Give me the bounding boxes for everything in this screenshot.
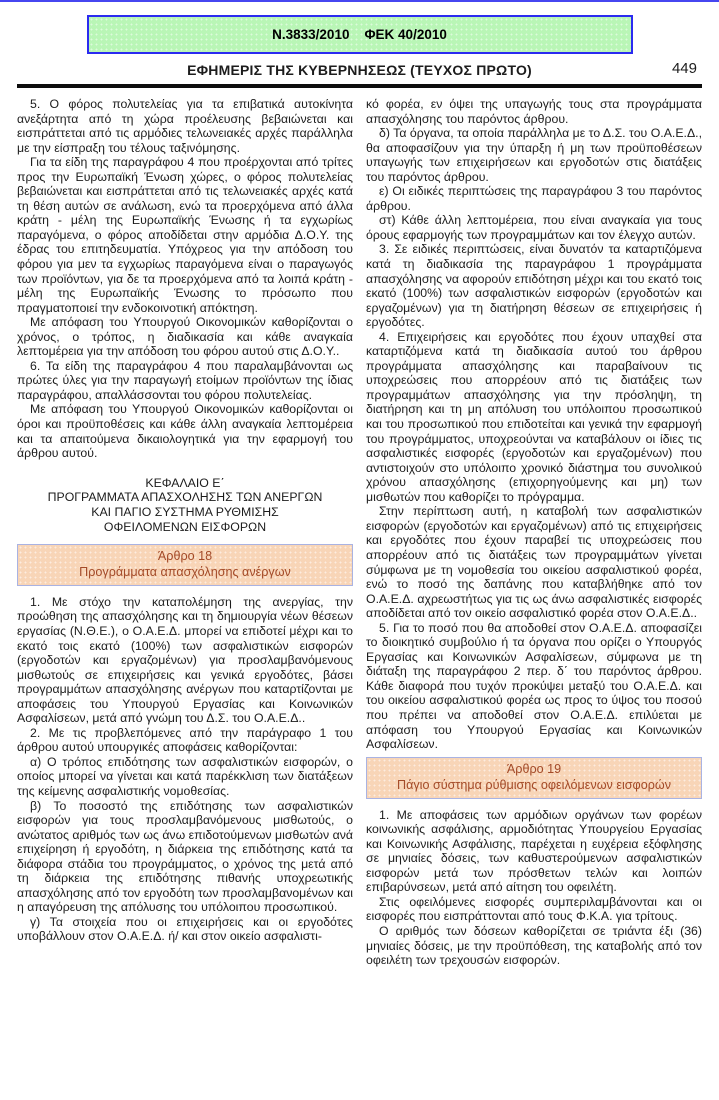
law-banner [87, 15, 633, 54]
left-column [17, 97, 353, 968]
article-18-subtitle: Προγράμματα απασχόλησης ανέργων [79, 564, 291, 579]
article-18-title: Άρθρο 18 [157, 548, 213, 563]
paragraph: β) Το ποσοστό της επιδότησης των ασφαλιστικών εισφορών για τους προσλαμβανόμενους μισθωτούς, ο ανώτατος αριθμός των ως άνω επιδοτούμενων μισθωτών ανά επιχείρηση ή εργοδότη, η διάρκεια της επιδότησης κατά τα διάφορα στάδια του προγράμματος, ο χρόνος της μετά από τη διάρκεια της επιδότησης πιθανής υποχρεωτικής απασχόλησης από τον εργοδότη των προσλαμβανομένων και η απαγόρευση της απόλυσης του υπόλοιπου προσωπικού. [17, 798, 353, 915]
paragraph: Στις οφειλόμενες εισφορές συμπεριλαμβάνονται και οι εισφορές που εισπράττονται από τους Φ.Κ.Α. για τρίτους. [366, 894, 702, 924]
article-18-heading [17, 544, 353, 586]
chapter-heading [23, 476, 347, 535]
page-header [0, 59, 719, 81]
paragraph: 2. Με τις προβλεπόμενες από την παράγραφο 1 του άρθρου αυτού υπουργικές αποφάσεις καθορίζονται: [17, 725, 353, 755]
paragraph: α) Ο τρόπος επιδότησης των ασφαλιστικών εισφορών, ο οποίος μπορεί να γίνεται και κατά παρέκκλιση των διατάξεων της κείμενης ασφαλιστικής νομοθεσίας. [17, 754, 353, 798]
paragraph: Στην περίπτωση αυτή, η καταβολή των ασφαλιστικών εισφορών (εργοδοτών και εργαζομένων) από τις επιχειρήσεις και εργοδότες που έχουν παραβεί τις υποχρεώσεις που απορρέουν από τις διατάξεις των προγραμμάτων γίνεται σύμφωνα με τη νομοθεσία του οικείου ασφαλιστικού φορέα, ενώ το ποσό της δαπάνης που καταβλήθηκε από τον Ο.Α.Ε.Δ. αχρεωστήτως για τις ως άνω ασφαλιστικές εισφορές αποδίδεται από τον οικείο ασφαλιστικό φορέα στον Ο.Α.Ε.Δ.. [366, 504, 702, 621]
right-column [366, 97, 702, 968]
article-19-title: Άρθρο 19 [506, 761, 562, 776]
chapter-line: ΟΦΕΙΛΟΜΕΝΩΝ ΕΙΣΦΟΡΩΝ [103, 520, 267, 535]
chapter-line: ΠΡΟΓΡΑΜΜΑΤΑ ΑΠΑΣΧΟΛΗΣΗΣ ΤΩΝ ΑΝΕΡΓΩΝ [47, 490, 323, 505]
gazette-number: ΦΕΚ 40/2010 [364, 27, 447, 42]
paragraph: 1. Με στόχο την καταπολέμηση της ανεργίας, την προώθηση της απασχόλησης και τη δημιουργία νέων θέσεων εργασίας (Ν.Θ.Ε.), ο Ο.Α.Ε.Δ. μπορεί να επιδοτεί μέχρι και το εκατό τοις εκατό (100%) των ασφαλιστικών εισφορών (εργοδοτών και εργαζομένων) για προσλαμβανόμενους μισθωτούς σε επιχειρήσεις και γενικά εργοδότες, βάσει προγραμμάτων απασχόλησης ανέργων που καταρτίζονται με αποφάσεις του Υπουργού Εργασίας και Κοινωνικών Ασφαλίσεων, μετά από γνώμη του Δ.Σ. του Ο.Α.Ε.Δ.. [17, 594, 353, 726]
article-19-subtitle: Πάγιο σύστημα ρύθμισης οφειλόμενων εισφορών [396, 777, 671, 792]
law-number: Ν.3833/2010 [272, 27, 350, 42]
paragraph: Με απόφαση του Υπουργού Οικονομικών καθορίζονται οι όροι και προϋποθέσεις και κάθε άλλη αναγκαία λεπτομέρεια και τα απαιτούμενα δικαιολογητικά για την εφαρμογή του άρθρου αυτού. [17, 402, 353, 461]
paragraph: Για τα είδη της παραγράφου 4 που προέρχονται από τρίτες προς την Ευρωπαϊκή Ένωση χώρες, ο φόρος πολυτελείας βεβαιώνεται και εισπράττεται από τις τελωνειακές αρχές κατά τη θέση αυτών σε ανάλωση, ενώ τα προερχόμενα από άλλα κράτη - μέλη της Ευρωπαϊκής Ένωσης ή τα εγχωρίως παραγόμενα, ο φόρος αποδίδεται στην αρμόδια Δ.Ο.Υ. της έδρας του επιτηδευματία. Υπόχρεος για την απόδοση του φόρου για μεν τα εγχωρίως παραγόμενα είναι ο παραγωγός των προϊόντων, για δε τα προερχόμενα από τα λοιπά κράτη - μέλη της Ευρωπαϊκής Ένωσης το πρόσωπο που πραγματοποιεί την ενδοκοινοτική απόκτηση. [17, 155, 353, 315]
paragraph: 5. Για το ποσό που θα αποδοθεί στον Ο.Α.Ε.Δ. αποφασίζει το διοικητικό συμβούλιο ή τα όργανα που ορίζει ο Υπουργός Εργασίας και Κοινωνικών Ασφαλίσεων, σύμφωνα με τη διάταξη της παραγράφου 2 περ. δ΄ του παρόντος άρθρου. Κάθε διαφορά που τυχόν προκύψει μεταξύ του Ο.Α.Ε.Δ. και του οικείου ασφαλιστικού φορέα ως προς το ύψος του ποσού που πρέπει να αποδοθεί στον Ο.Α.Ε.Δ. επιλύεται με απόφαση του Υπουργού Εργασίας και Κοινωνικών Ασφαλίσεων. [366, 620, 702, 752]
paragraph: Με απόφαση του Υπουργού Οικονομικών καθορίζονται ο χρόνος, ο τρόπος, η διαδικασία και κάθε αναγκαία λεπτομέρεια για την απόδοση του φόρου αυτού στις Δ.Ο.Υ.. [17, 315, 353, 359]
text-columns [0, 88, 719, 968]
paragraph: γ) Τα στοιχεία που οι επιχειρήσεις και οι εργοδότες υποβάλλουν στον Ο.Α.Ε.Δ. ή/ και στον οικείο ασφαλιστι- [17, 914, 353, 944]
article-19-heading [366, 757, 702, 799]
paragraph: Ο αριθμός των δόσεων καθορίζεται σε τριάντα έξι (36) μηνιαίες δόσεις, με την προϋπόθεση, της καταβολής από τον οφειλέτη των τρεχουσών εισφορών. [366, 923, 702, 968]
paragraph: 1. Με αποφάσεις των αρμόδιων οργάνων των φορέων κοινωνικής ασφάλισης, αρμοδιότητας Υπουργείου Εργασίας και Κοινωνικής Ασφάλισης, παρέχεται η ευχέρεια εξόφλησης σε μηνιαίες δόσεις, των καθυστερούμενων ασφαλιστικών εισφορών μετά των πρόσθετων τελών και λοιπών επιβαρύνσεων, μετά από αίτηση του οφειλέτη. [366, 807, 702, 895]
paragraph: 3. Σε ειδικές περιπτώσεις, είναι δυνατόν τα καταρτιζόμενα κατά τη διαδικασία της παραγράφου 1 προγράμματα απασχόλησης να αφορούν επιδότηση μέχρι και του εκατό τοις εκατό (100%) των ασφαλιστικών εισφορών (εργοδοτών και εργαζομένων) για τη διατήρηση θέσεων σε επιχειρήσεις ή εργοδότες. [366, 242, 702, 330]
paragraph: 4. Επιχειρήσεις και εργοδότες που έχουν υπαχθεί στα καταρτιζόμενα κατά τη διαδικασία αυτού του άρθρου προγράμματα απασχόλησης και παραβαίνουν τις υποχρεώσεις που απορρέουν από τις διατάξεις των προγραμμάτων απασχόλησης για την πρόσληψη, τη διατήρηση και τη μη απόλυση του υπόλοιπου προσωπικού και του προσωπικού που επιδοτείται και γενικά την εφαρμογή του προγράμματος, υποχρεούνται να καταβάλουν οι ίδιες τις ασφαλιστικές εισφορές (εργοδοτών και εργαζομένων) που αντιστοιχούν στο υπόλοιπο χρονικό διάστημα του συνολικού χρόνου απασχόλησης (επιχορηγούμενης και μη) των μισθωτών που καθορίζει το πρόγραμμα. [366, 329, 702, 504]
paragraph-continuation: κό φορέα, εν όψει της υπαγωγής τους στα προγράμματα απασχόλησης του παρόντος άρθρου. [366, 97, 702, 126]
paragraph: 6. Τα είδη της παραγράφου 4 που παραλαμβάνονται ως πρώτες ύλες για την παραγωγή ετοίμων προϊόντων της ίδιας παραγράφου, απαλλάσσονται του φόρου πολυτελείας. [17, 358, 353, 402]
paragraph: δ) Τα όργανα, τα οποία παράλληλα με το Δ.Σ. του Ο.Α.Ε.Δ., θα αποφασίζουν για την ύπαρξη ή μη των προϋποθέσεων υπαγωγής των επιχειρήσεων και εργοδοτών στις διατάξεις του παρόντος άρθρου. [366, 126, 702, 184]
paragraph: 5. Ο φόρος πολυτελείας για τα επιβατικά αυτοκίνητα ανεξάρτητα από τη χώρα προέλευσης βεβαιώνεται και εισπράττεται από τις αρμόδιες τελωνειακές αρχές παράλληλα με την είσπραξη του τέλους ταξινόμησης. [17, 97, 353, 155]
paragraph: ε) Οι ειδικές περιπτώσεις της παραγράφου 3 του παρόντος άρθρου. [366, 184, 702, 213]
chapter-line: ΚΕΦΑΛΑΙΟ Ε΄ [145, 475, 225, 490]
paragraph: στ) Κάθε άλλη λεπτομέρεια, που είναι αναγκαία για τους όρους εφαρμογής των προγραμμάτων και τον έλεγχο αυτών. [366, 213, 702, 242]
page-number: 449 [671, 60, 697, 77]
chapter-line: ΚΑΙ ΠΑΓΙΟ ΣΥΣΤΗΜΑ ΡΥΘΜΙΣΗΣ [91, 505, 279, 520]
top-blue-line [0, 0, 719, 2]
gazette-title: ΕΦΗΜΕΡΙΣ ΤΗΣ ΚΥΒΕΡΝΗΣΕΩΣ (ΤΕΥΧΟΣ ΠΡΩΤΟ) [187, 62, 532, 78]
